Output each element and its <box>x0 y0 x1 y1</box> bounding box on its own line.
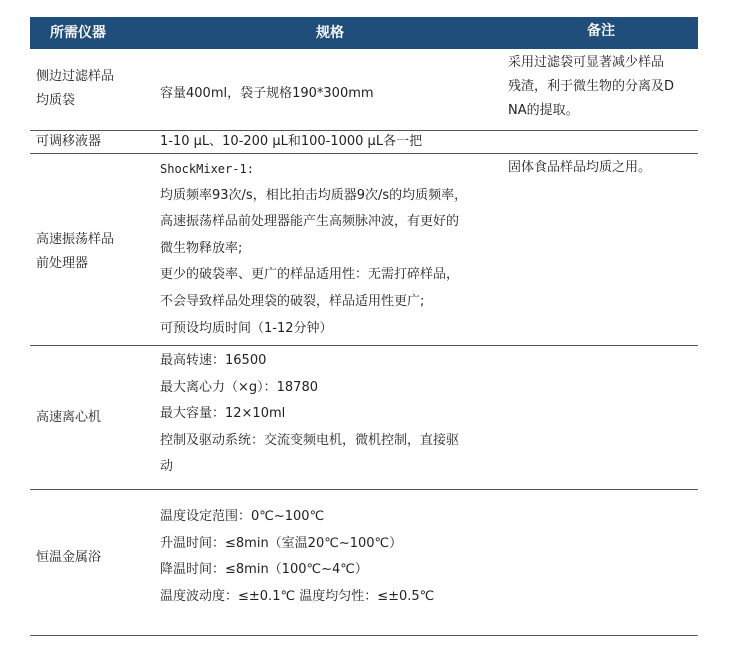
table-row <box>30 154 698 346</box>
table-row <box>30 131 698 154</box>
instrument-name: 恒温金属浴 <box>36 550 102 565</box>
instrument-name: 侧边过滤样品 均质袋 <box>36 69 115 108</box>
instrument-note: 固体食品样品均质之用。 <box>508 160 652 175</box>
instrument-name: 高速离心机 <box>36 410 102 425</box>
instrument-name: 高速振荡样品 前处理器 <box>36 232 115 271</box>
instrument-name: 可调移液器 <box>36 134 102 149</box>
instrument-spec: ShockMixer-1: 均质频率93次/s，相比拍击均质器9次/s的均质频率， 高速振荡样品前处理器能产生高频脉冲波，有更好的 微生物释放率; 更少的破袋率、更广的样品适用性：无需打碎样品， 不会导致样品处理袋的破裂，样品适用性更广; 可预设均质时间（1-12分钟） <box>160 162 468 336</box>
table-row <box>30 490 698 636</box>
instrument-table <box>30 17 698 636</box>
instrument-spec: 容量400ml，袋子规格190*300mm <box>160 86 374 101</box>
instrument-note: 采用过滤袋可显著减少样品 残渣，利于微生物的分离及D NA的提取。 <box>508 55 675 118</box>
instrument-spec: 温度设定范围：0℃~100℃ 升温时间：≤8min（室温20℃~100℃） 降温时间：≤8min（100℃~4℃） 温度波动度：≤±0.1℃ 温度均匀性：≤±0.5℃ <box>160 509 435 604</box>
table-row <box>30 49 698 131</box>
instrument-spec: 最高转速：16500 最大离心力（×g）：18780 最大容量：12×10ml 控制及驱动系统：交流变频电机，微机控制，直接驱 动 <box>160 353 460 475</box>
header-instrument: 所需仪器 <box>50 25 106 41</box>
table-header <box>30 17 698 49</box>
table-row <box>30 346 698 490</box>
header-spec: 规格 <box>316 25 344 41</box>
instrument-spec: 1-10 μL、10-200 μL和100-1000 μL各一把 <box>160 134 423 149</box>
header-note: 备注 <box>587 23 615 39</box>
